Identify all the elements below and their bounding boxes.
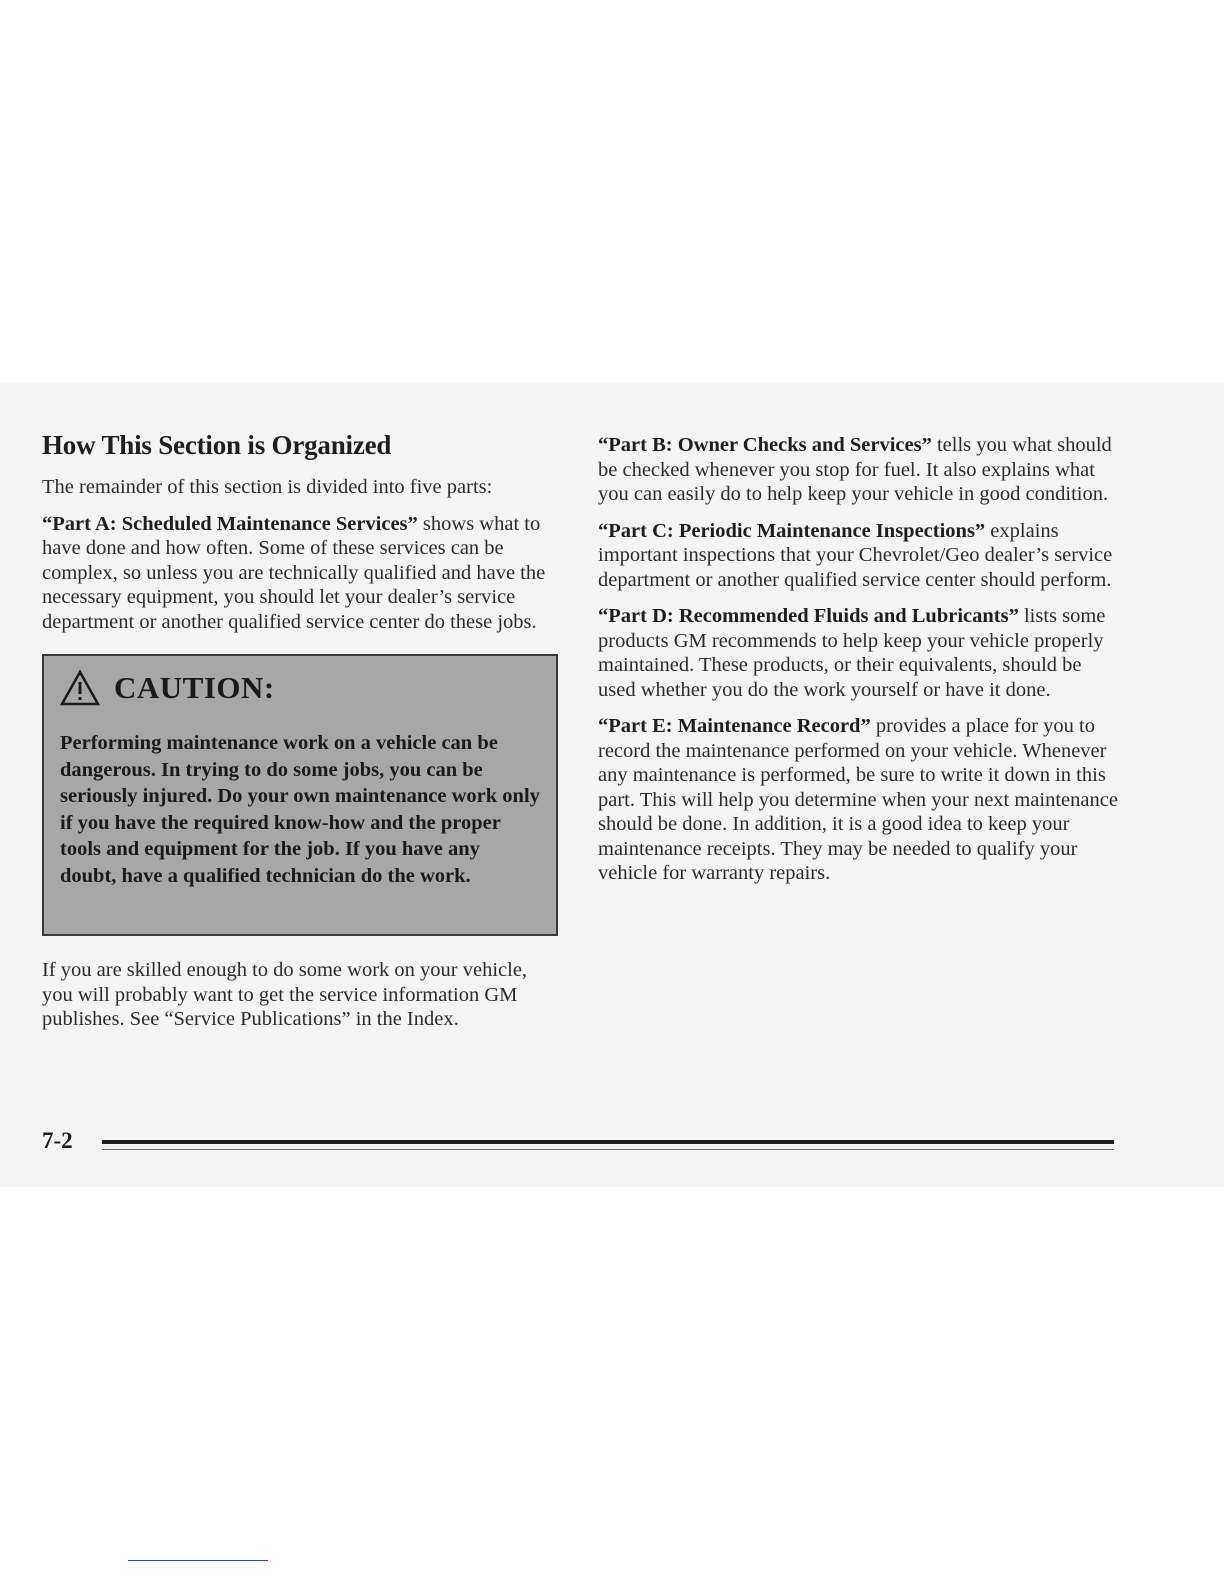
page-footer [42, 1128, 1114, 1158]
right-column [598, 433, 1118, 898]
part-a-text: shows what to have done and how often. Some of these services can be complex, so unless you are technically qualified and have the necessary equipment, you should let your dealer’s service department or another qualified service center do these jobs. [42, 512, 546, 633]
closing-paragraph: If you are skilled enough to do some work on your vehicle, you will probably want to get the service information GM publishes. See “Service Publications” in the Index. [42, 959, 528, 1030]
footer-rule-thin [102, 1149, 1114, 1150]
footer-rule [102, 1140, 1114, 1144]
caution-header [60, 670, 540, 706]
bottom-link-underline[interactable] [128, 1560, 268, 1561]
part-d-label: “Part D: Recommended Fluids and Lubricants” [598, 605, 1019, 627]
part-e-text: provides a place for you to record the maintenance performed on your vehicle. Whenever any maintenance is performed, be sure to write it down in this part. This will help you determine when your next maintenance should be done. In addition, it is a good idea to keep your maintenance receipts. They may be needed to qualify your vehicle for warranty repairs. [598, 715, 1118, 884]
part-a-paragraph [42, 512, 562, 635]
caution-box [42, 654, 558, 936]
page-number: 7-2 [42, 1128, 73, 1153]
part-c-text: explains important inspections that your Chevrolet/Geo dealer’s service department or another qualified service center should perform. [598, 519, 1113, 591]
part-b-text: tells you what should be checked whenever you stop for fuel. It also explains what you can easily do to help keep your vehicle in good condition. [598, 434, 1112, 505]
part-d-paragraph [598, 604, 1118, 702]
caution-text: Performing maintenance work on a vehicle can be dangerous. In trying to do some jobs, you can be seriously injured. Do your own maintenance work only if you have the required know-how and the proper tools and equipment for the job. If you have any doubt, have a qualified technician do the work. [60, 732, 540, 887]
warning-triangle-icon [60, 670, 100, 706]
part-a-label: “Part A: Scheduled Maintenance Services” [42, 512, 418, 535]
part-d-text: lists some products GM recommends to help keep your vehicle properly maintained. These products, or their equivalents, should be used whether you do the work yourself or have it done. [598, 605, 1106, 701]
part-c-label: “Part C: Periodic Maintenance Inspections” [598, 519, 986, 542]
part-b-label: “Part B: Owner Checks and Services” [598, 434, 932, 456]
intro-paragraph: The remainder of this section is divided into five parts: [42, 476, 493, 498]
part-c-paragraph [598, 519, 1118, 593]
part-e-label: “Part E: Maintenance Record” [598, 715, 871, 737]
part-e-paragraph [598, 714, 1118, 886]
caution-title: CAUTION: [114, 670, 275, 705]
part-b-paragraph [598, 433, 1118, 507]
left-column [42, 430, 562, 1044]
section-heading: How This Section is Organized [42, 430, 392, 460]
